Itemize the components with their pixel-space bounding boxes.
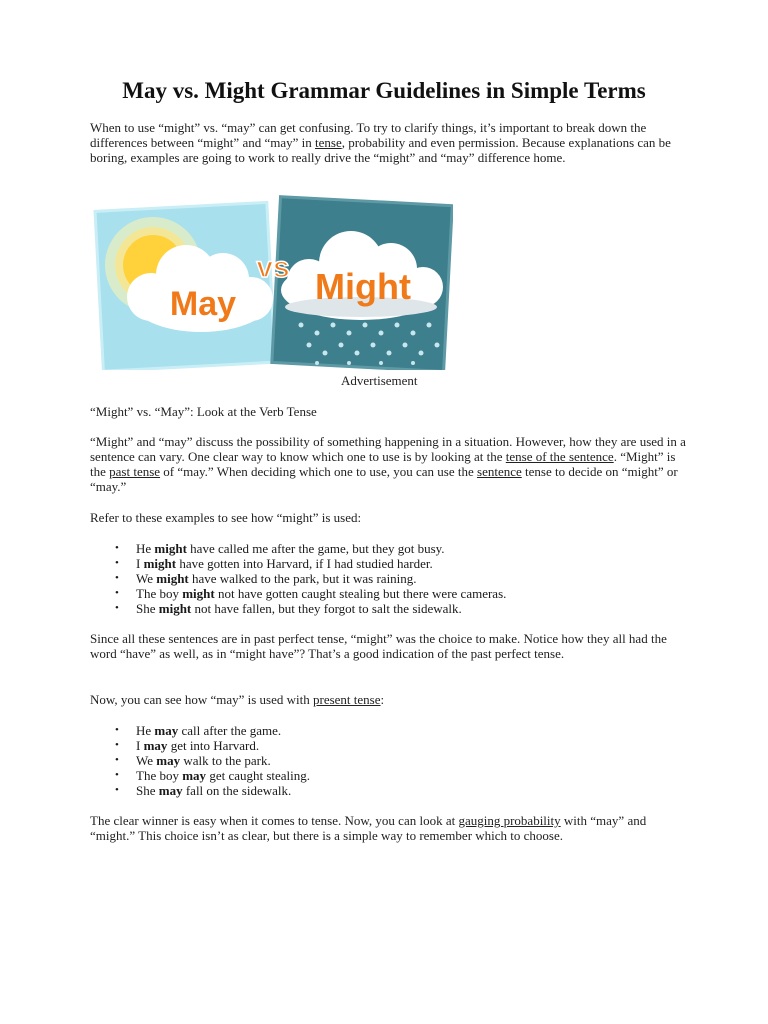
list-item: • He may call after the game. [115,723,282,738]
might-examples-list [90,541,690,616]
may-intro-paragraph: Now, you can see how “may” is used with present tense: [90,692,385,707]
list-item: • I might have gotten into Harvard, if I had studied harder. [115,556,433,571]
may-word: May [169,285,237,323]
list-item: • We may walk to the park. [115,753,271,768]
intro-text-2: , probability and even permission. Because explanations can be boring, examples are going to work to really drive the “might” and “may” difference home. [90,135,671,165]
list-item: • He might have called me after the game, but they got busy. [115,541,445,556]
list-item: • She may fall on the sidewalk. [115,783,292,798]
vs-badge: vs [256,251,290,284]
list-item: • I may get into Harvard. [115,738,260,753]
may-vs-might-illustration [91,195,453,370]
may-examples-list [90,723,690,798]
link-past-tense[interactable]: past tense [109,464,161,479]
intro-text-1: When to use “might” vs. “may” can get confusing. To try to clarify things, it’s important to break down the differences between “might” and “may” in [90,120,647,150]
list-item: • We might have walked to the park, but it was raining. [115,571,417,586]
page-title: May vs. Might Grammar Guidelines in Simple Terms [122,78,646,103]
advertisement-label: Advertisement [341,373,418,388]
past-perfect-paragraph: Since all these sentences are in past perfect tense, “might” was the choice to make. Notice how they all had the word “have” as well, as in “might have”? That’s a good indication of the past perfect tense. [90,631,667,661]
intro-paragraph [90,120,690,165]
might-intro-paragraph: Refer to these examples to see how “might” is used: [90,510,362,525]
section-heading: “Might” vs. “May”: Look at the Verb Tense [90,404,317,419]
list-item: • She might not have fallen, but they forgot to salt the sidewalk. [115,601,462,616]
probability-paragraph: The clear winner is easy when it comes to tense. Now, you can look at gauging probability with “may” and “might.” This choice isn’t as clear, but there is a simple way to remember which to choose. [90,813,647,843]
list-item: • The boy may get caught stealing. [115,768,311,783]
paragraph-verb-tense: “Might” and “may” discuss the possibility of something happening in a situation. However, how they are used in a sentence can vary. One clear way to know which one to use is by looking at the tense of the sentence. “Might” is the past tense of “may.” When deciding which one to use, you can use the sentence tense to decide on “might” or “may.” [90,434,686,494]
link-tense[interactable]: tense [315,135,342,150]
link-tense-of-the-sentence[interactable]: tense of the sentence [505,449,614,464]
link-present-tense[interactable]: present tense [313,692,381,707]
link-sentence[interactable]: sentence [477,464,522,479]
list-item: • The boy might not have gotten caught stealing but there were cameras. [115,586,507,601]
might-word: Might [315,266,411,307]
link-gauging-probability[interactable]: gauging probability [458,813,561,828]
